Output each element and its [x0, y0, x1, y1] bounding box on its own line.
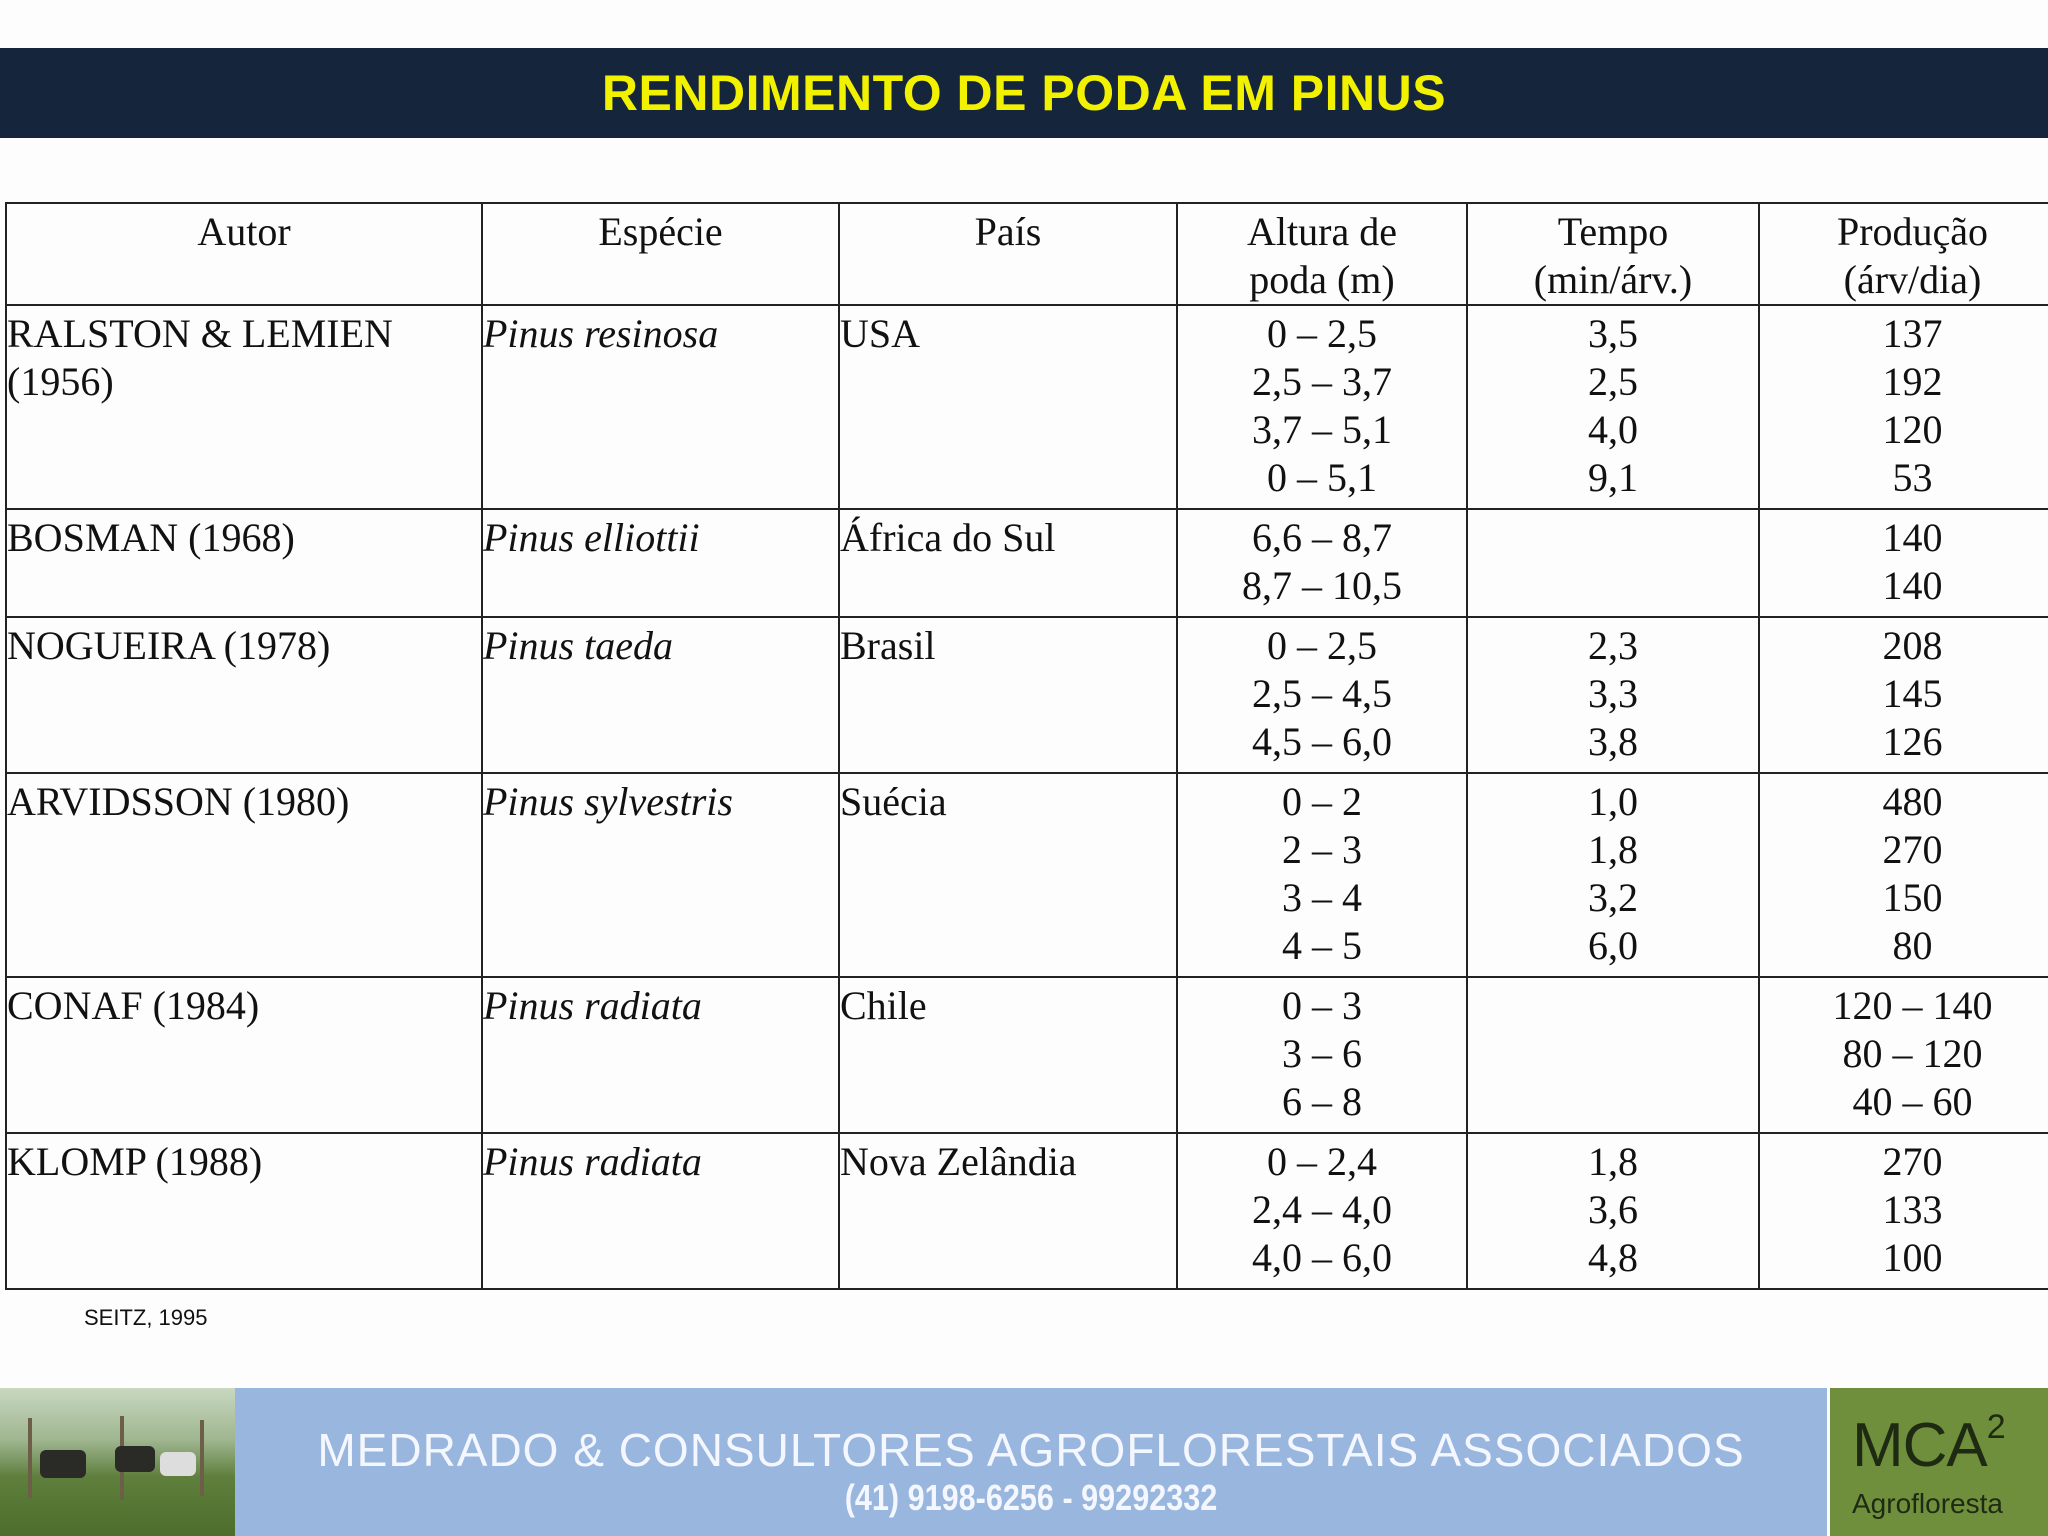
column-header: Produção (árv/dia) [1759, 203, 2048, 305]
cell-producao: 480 270 150 80 [1759, 773, 2048, 977]
page-title: RENDIMENTO DE PODA EM PINUS [601, 65, 1447, 121]
table-body [6, 305, 2048, 1289]
cell-pais: USA [839, 305, 1177, 509]
company-name: MEDRADO & CONSULTORES AGROFLORESTAIS ASSOCIADOS [317, 1424, 1745, 1476]
table-row [6, 509, 2048, 617]
cell-producao: 208 145 126 [1759, 617, 2048, 773]
cell-autor: CONAF (1984) [6, 977, 482, 1133]
cell-tempo: 3,5 2,5 4,0 9,1 [1467, 305, 1759, 509]
cell-pais: África do Sul [839, 509, 1177, 617]
cell-altura: 0 – 2,5 2,5 – 3,7 3,7 – 5,1 0 – 5,1 [1177, 305, 1467, 509]
table-row [6, 617, 2048, 773]
pruning-yield-table [5, 202, 2048, 1290]
title-bar [0, 48, 2048, 138]
cell-pais: Brasil [839, 617, 1177, 773]
pasture-photo [0, 1388, 235, 1536]
cell-pais: Chile [839, 977, 1177, 1133]
cell-tempo: 1,8 3,6 4,8 [1467, 1133, 1759, 1289]
column-header: País [839, 203, 1177, 305]
table-header-row [6, 203, 2048, 305]
cell-autor: KLOMP (1988) [6, 1133, 482, 1289]
column-header: Tempo (min/árv.) [1467, 203, 1759, 305]
cell-tempo [1467, 977, 1759, 1133]
cell-especie: Pinus taeda [482, 617, 839, 773]
cell-autor: NOGUEIRA (1978) [6, 617, 482, 773]
cell-altura: 0 – 2 2 – 3 3 – 4 4 – 5 [1177, 773, 1467, 977]
logo-subtitle: Agrofloresta [1852, 1488, 2003, 1519]
footer-banner [0, 1388, 2048, 1536]
cell-producao: 120 – 140 80 – 120 40 – 60 [1759, 977, 2048, 1133]
cell-producao: 270 133 100 [1759, 1133, 2048, 1289]
source-citation: SEITZ, 1995 [84, 1305, 208, 1330]
company-phone: (41) 9198-6256 - 99292332 [844, 1477, 1218, 1518]
cell-especie: Pinus resinosa [482, 305, 839, 509]
cell-autor: RALSTON & LEMIEN (1956) [6, 305, 482, 509]
company-band [235, 1388, 1827, 1536]
table-row [6, 773, 2048, 977]
cell-especie: Pinus sylvestris [482, 773, 839, 977]
table-row [6, 1133, 2048, 1289]
cell-producao: 140 140 [1759, 509, 2048, 617]
cell-altura: 0 – 2,4 2,4 – 4,0 4,0 – 6,0 [1177, 1133, 1467, 1289]
cell-tempo: 1,0 1,8 3,2 6,0 [1467, 773, 1759, 977]
table-row [6, 305, 2048, 509]
cell-pais: Nova Zelândia [839, 1133, 1177, 1289]
cell-tempo [1467, 509, 1759, 617]
cell-altura: 6,6 – 8,7 8,7 – 10,5 [1177, 509, 1467, 617]
cell-pais: Suécia [839, 773, 1177, 977]
cell-tempo: 2,3 3,3 3,8 [1467, 617, 1759, 773]
company-logo [1830, 1388, 2048, 1536]
cell-especie: Pinus elliottii [482, 509, 839, 617]
cell-autor: BOSMAN (1968) [6, 509, 482, 617]
logo-mark: MCA$^2$ [1852, 1408, 2005, 1480]
column-header: Altura de poda (m) [1177, 203, 1467, 305]
column-header: Autor [6, 203, 482, 305]
column-header: Espécie [482, 203, 839, 305]
cell-producao: 137 192 120 53 [1759, 305, 2048, 509]
cell-especie: Pinus radiata [482, 977, 839, 1133]
cell-altura: 0 – 2,5 2,5 – 4,5 4,5 – 6,0 [1177, 617, 1467, 773]
cell-altura: 0 – 3 3 – 6 6 – 8 [1177, 977, 1467, 1133]
table-row [6, 977, 2048, 1133]
cell-autor: ARVIDSSON (1980) [6, 773, 482, 977]
cell-especie: Pinus radiata [482, 1133, 839, 1289]
